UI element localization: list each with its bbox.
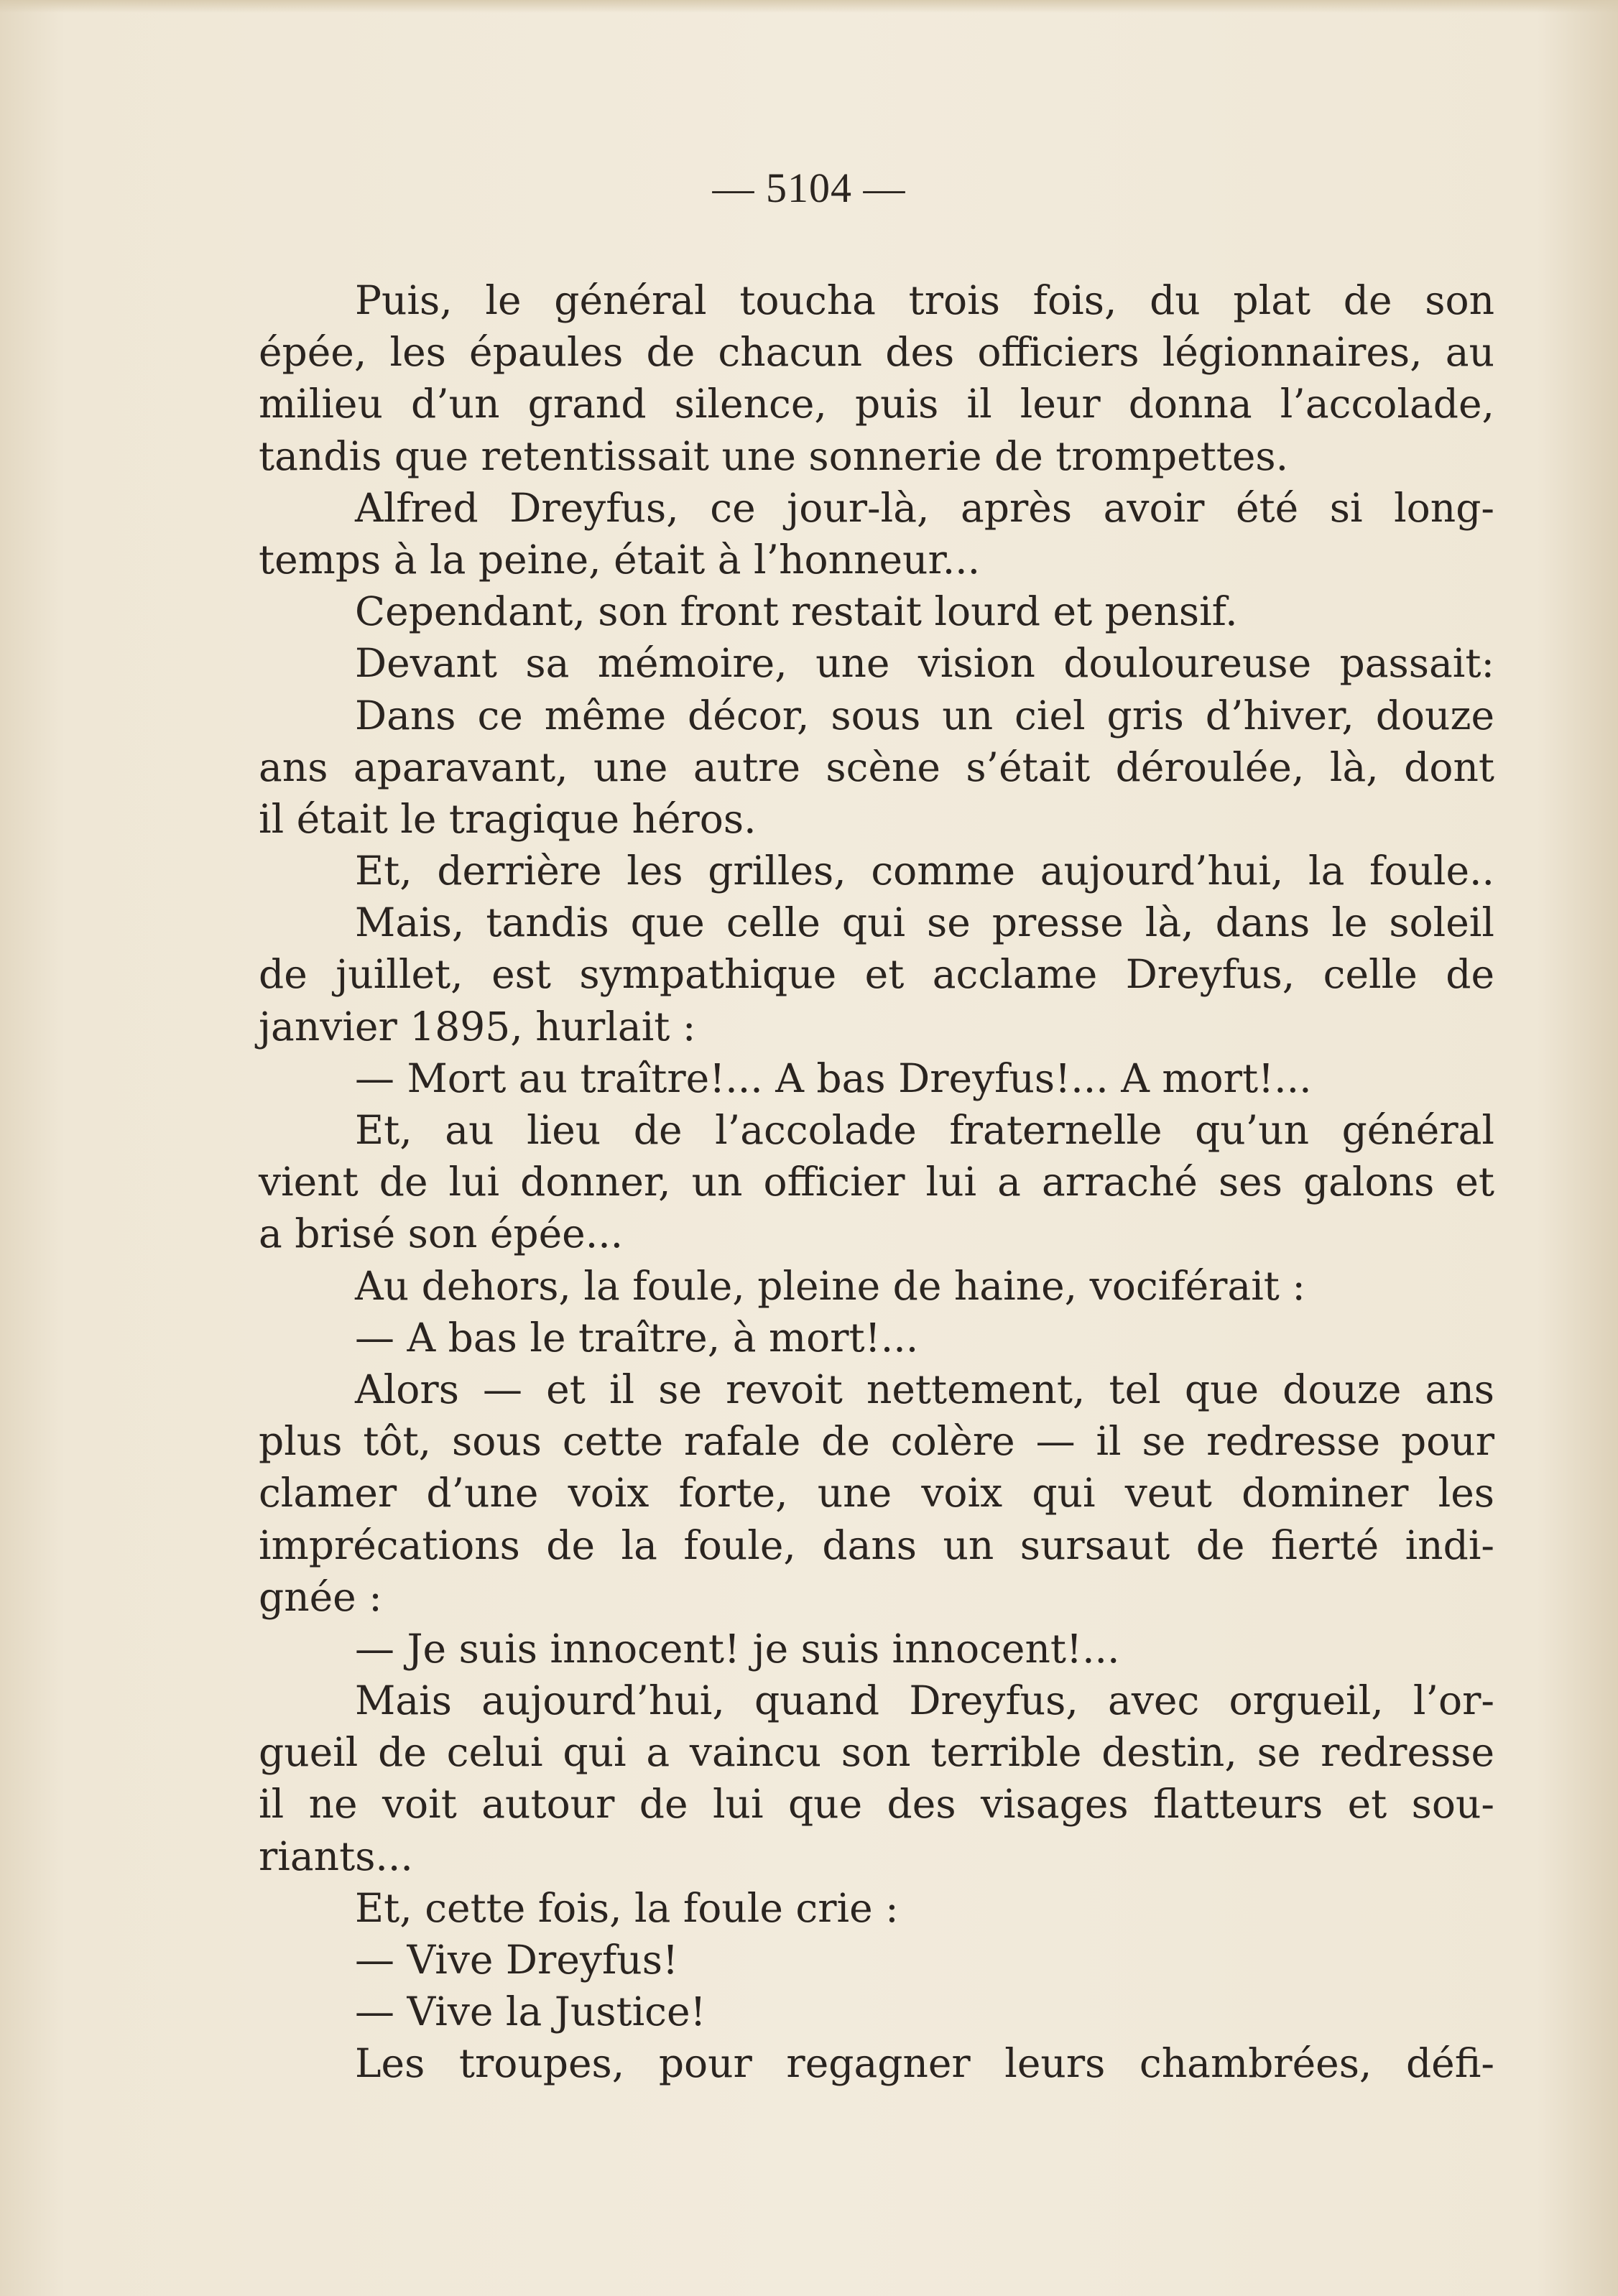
text-line: — Vive Dreyfus! xyxy=(355,1937,679,1983)
text-line: clamer d’une voix forte, une voix qui veut dominer les xyxy=(259,1470,1494,1517)
text-line: Et, derrière les grilles, comme aujourd’hui, la foule.. xyxy=(355,848,1494,894)
text-line: Mais, tandis que celle qui se presse là, dans le soleil xyxy=(355,899,1494,946)
text-line: riants... xyxy=(259,1833,413,1879)
text-line: Et, au lieu de l’accolade fraternelle qu’un général xyxy=(355,1107,1494,1153)
text-line: il était le tragique héros. xyxy=(259,795,757,842)
text-line: plus tôt, sous cette rafale de colère — il se redresse pour xyxy=(259,1418,1494,1465)
text-line: janvier 1895, hurlait : xyxy=(259,1003,696,1050)
text-line: Cependant, son front restait lourd et pensif. xyxy=(355,588,1238,635)
text-line: temps à la peine, était à l’honneur... xyxy=(259,536,981,583)
text-line: Alfred Dreyfus, ce jour-là, après avoir été si long- xyxy=(355,484,1494,531)
text-line: Au dehors, la foule, pleine de haine, vociférait : xyxy=(355,1262,1305,1309)
text-line: — A bas le traître, à mort!... xyxy=(355,1314,919,1361)
text-line: tandis que retentissait une sonnerie de trompettes. xyxy=(259,432,1289,479)
text-line: il ne voit autour de lui que des visages flatteurs et sou- xyxy=(259,1781,1494,1828)
page-edge xyxy=(0,0,1618,13)
body-text xyxy=(259,274,1494,2090)
text-line: gnée : xyxy=(259,1573,382,1620)
text-line: a brisé son épée... xyxy=(259,1211,624,1257)
text-line: milieu d’un grand silence, puis il leur donna l’accolade, xyxy=(259,381,1494,427)
text-line: — Mort au traître!... A bas Dreyfus!... A mort!... xyxy=(355,1055,1312,1101)
text-line: ans aparavant, une autre scène s’était déroulée, là, dont xyxy=(259,744,1494,790)
text-line: Dans ce même décor, sous un ciel gris d’hiver, douze xyxy=(355,692,1494,739)
text-line: — Je suis innocent! je suis innocent!... xyxy=(355,1625,1120,1672)
text-line: Et, cette fois, la foule crie : xyxy=(355,1884,899,1931)
text-line: Devant sa mémoire, une vision douloureuse passait: xyxy=(355,640,1494,687)
text-line: Puis, le général toucha trois fois, du plat de son xyxy=(355,277,1494,323)
text-line: Alors — et il se revoit nettement, tel que douze ans xyxy=(355,1366,1494,1412)
page-number: — 5104 — xyxy=(712,165,906,211)
text-line: de juillet, est sympathique et acclame Dreyfus, celle de xyxy=(259,951,1494,998)
text-line: gueil de celui qui a vaincu son terrible destin, se redresse xyxy=(259,1729,1494,1776)
text-line: imprécations de la foule, dans un sursaut de fierté indi- xyxy=(259,1522,1494,1568)
text-line: Les troupes, pour regagner leurs chambrées, défi- xyxy=(355,2040,1494,2087)
text-line: épée, les épaules de chacun des officiers légionnaires, au xyxy=(259,329,1494,376)
text-line: Mais aujourd’hui, quand Dreyfus, avec orgueil, l’or- xyxy=(355,1677,1494,1724)
text-line: — Vive la Justice! xyxy=(355,1989,706,2035)
text-line: vient de lui donner, un officier lui a arraché ses galons et xyxy=(259,1159,1494,1205)
